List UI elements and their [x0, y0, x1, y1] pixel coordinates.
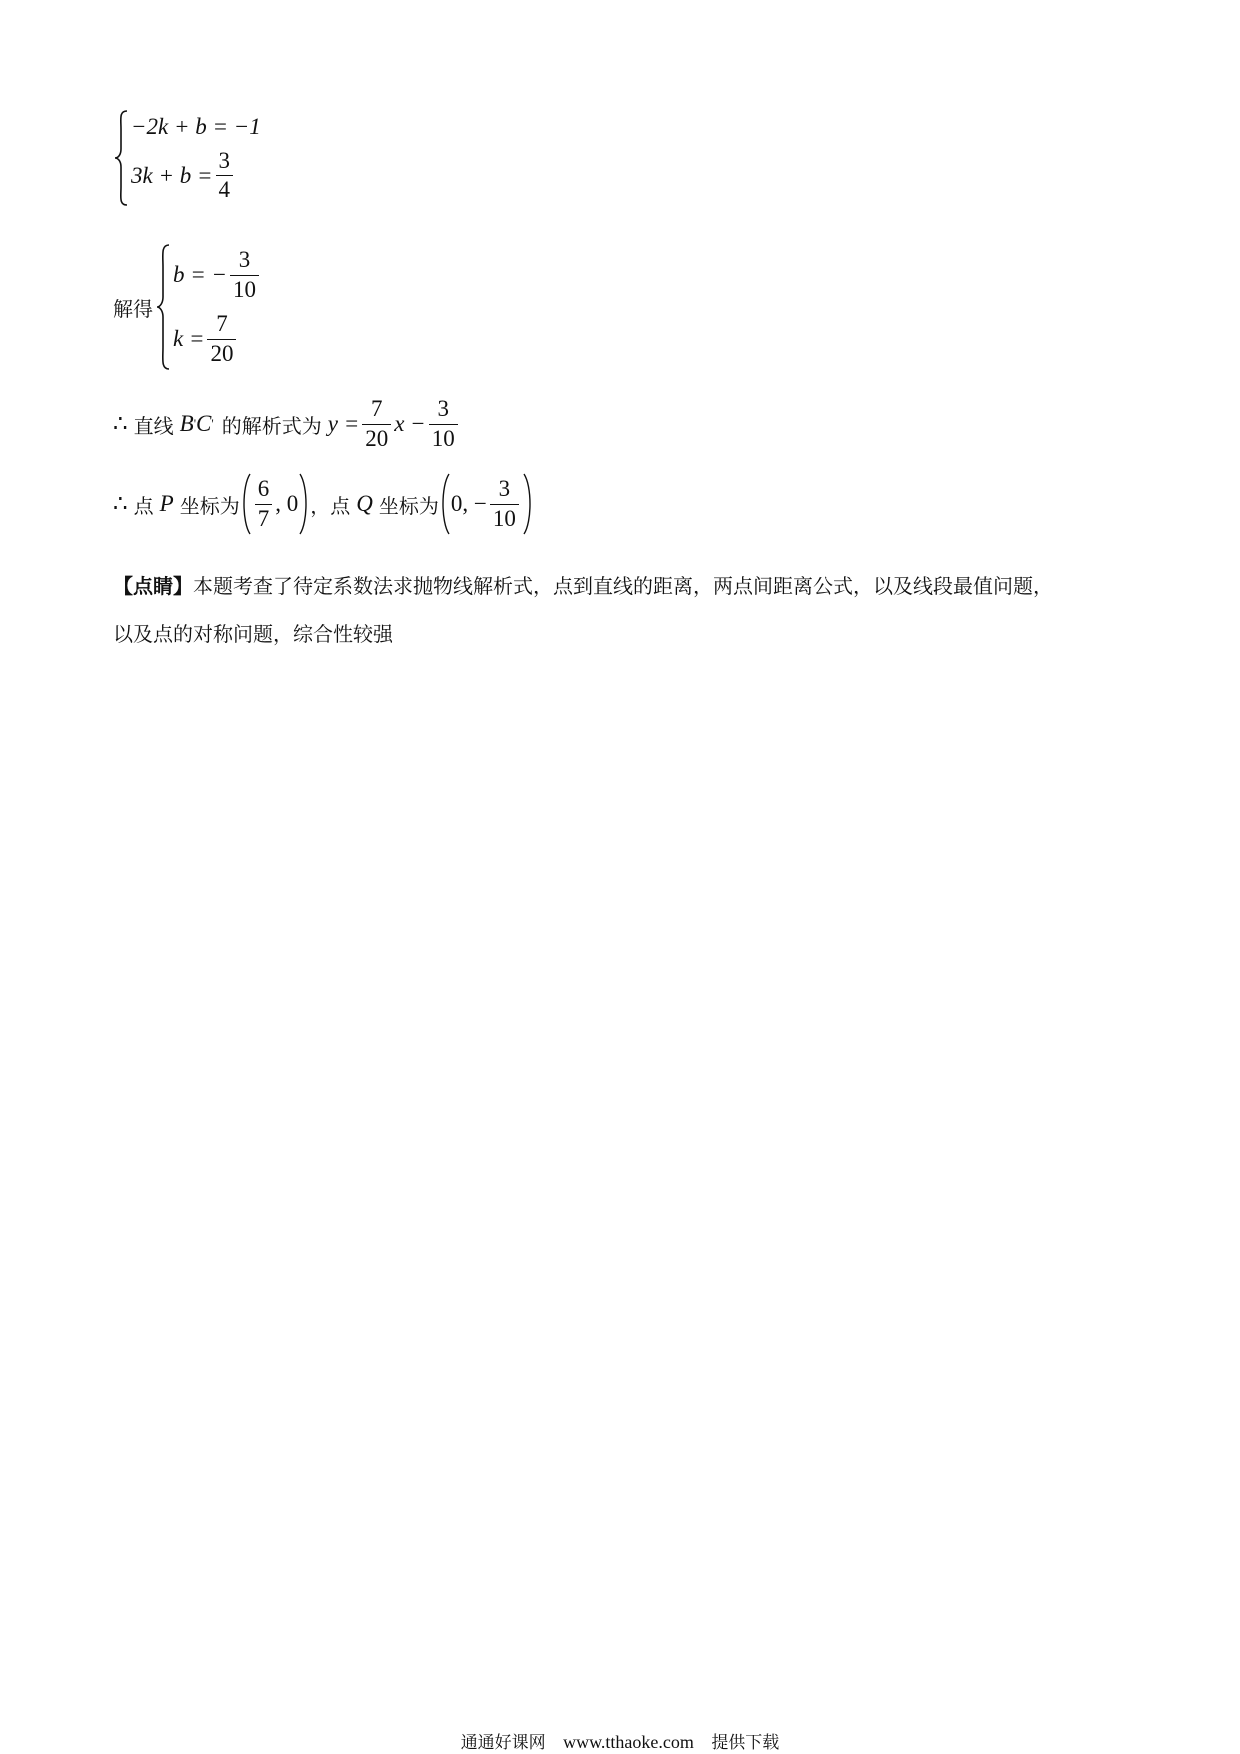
- fraction: [207, 312, 236, 365]
- line-equation-statement: [113, 392, 461, 456]
- comment-line-2: 以及点的对称问题，综合性较强: [113, 622, 393, 646]
- equation-system-1: [113, 108, 261, 208]
- text-coordinates-are: 坐标为: [179, 493, 240, 518]
- point-p-label: P: [159, 491, 174, 516]
- p-second-coordinate: , 0: [275, 491, 299, 516]
- footer-url-link[interactable]: www.tthaoke.com: [563, 1732, 694, 1752]
- system2-eq2-text: k =: [173, 326, 205, 351]
- right-paren-icon: [522, 472, 534, 536]
- therefore-symbol: ∴: [113, 491, 128, 516]
- point-c-label: C: [196, 411, 212, 436]
- comment-line-1: [113, 562, 1133, 610]
- denominator: 4: [216, 175, 234, 202]
- equation-system-2: [113, 242, 262, 372]
- footer-note: 提供下载: [711, 1733, 780, 1753]
- fraction: [216, 149, 234, 202]
- system1-eq2: [131, 149, 261, 202]
- fraction: [362, 397, 391, 450]
- denominator: 20: [207, 339, 236, 366]
- numerator: 3: [238, 247, 251, 273]
- system1-eq1-text: −2k + b = −1: [131, 113, 261, 139]
- text-coordinates-are: 坐标为: [378, 493, 439, 518]
- prime-mark: ': [193, 416, 197, 431]
- left-paren-icon: [439, 472, 451, 536]
- left-brace-icon: [155, 243, 171, 371]
- page-footer: [0, 1728, 1240, 1753]
- numerator: 6: [257, 476, 270, 502]
- solve-label: 解得: [113, 296, 153, 321]
- system1-eq2-text: 3k + b =: [131, 162, 213, 188]
- text-comma-point: ，点: [310, 493, 351, 518]
- point-q-label: Q: [356, 491, 373, 516]
- text-straight-line: 直线: [133, 413, 174, 438]
- numerator: 3: [218, 148, 230, 174]
- denominator: 20: [362, 424, 391, 451]
- text-point: 点: [133, 493, 154, 518]
- system2-eq2: [173, 312, 262, 365]
- text-expression-is: 的解析式为: [221, 413, 322, 438]
- numerator: 7: [216, 311, 228, 337]
- comment-text-1: 本题考查了待定系数法求抛物线解析式，点到直线的距离，两点间距离公式，以及线段最值问题，: [193, 574, 1053, 598]
- fraction: [230, 248, 259, 301]
- system2-eq1: [173, 248, 262, 301]
- system2-eq1-text: b = −: [173, 262, 228, 287]
- prime-mark: ': [211, 416, 214, 431]
- denominator: 10: [490, 504, 519, 531]
- left-brace-icon: [113, 109, 129, 207]
- denominator: 10: [230, 275, 259, 302]
- q-first-coordinate: 0, −: [450, 491, 487, 516]
- fraction: [490, 477, 519, 530]
- comment-paragraph: [113, 562, 1133, 658]
- footer-site-name: 通通好课网: [460, 1733, 546, 1753]
- right-paren-icon: [298, 472, 310, 536]
- comment-tag: 【点睛】: [113, 574, 193, 598]
- y-equals: y =: [327, 411, 360, 436]
- left-paren-icon: [240, 472, 252, 536]
- point-coordinates-statement: [113, 470, 534, 538]
- numerator: 3: [498, 476, 511, 502]
- fraction: [429, 397, 458, 450]
- system1-eq1: [131, 114, 261, 140]
- denominator: 7: [255, 504, 273, 531]
- fraction: [255, 477, 273, 530]
- numerator: 3: [437, 396, 449, 422]
- x-minus: x −: [394, 411, 426, 436]
- numerator: 7: [370, 396, 383, 422]
- denominator: 10: [429, 424, 458, 451]
- therefore-symbol: ∴: [113, 411, 128, 436]
- point-b-label: B: [179, 411, 194, 436]
